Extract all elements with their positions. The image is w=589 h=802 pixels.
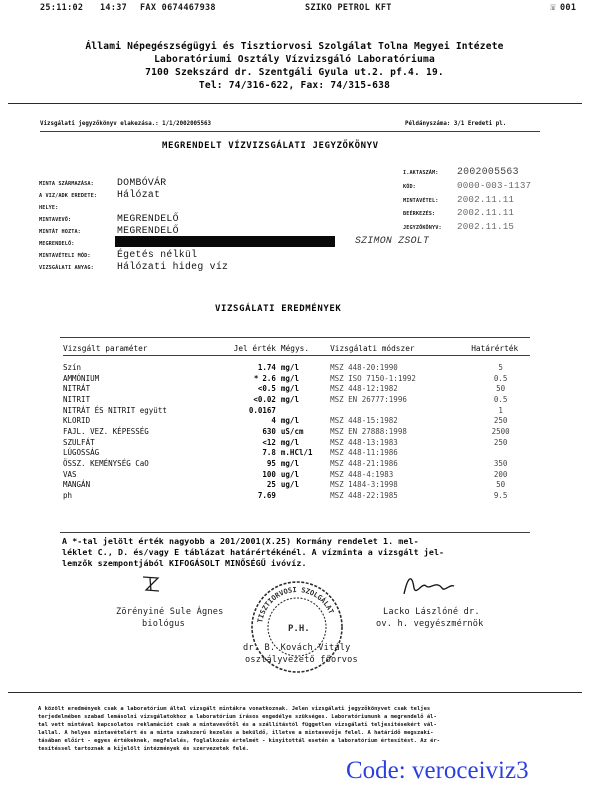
signer-mid-title: osztályvezető főorvos xyxy=(245,655,358,665)
cell-value-text: 4 xyxy=(271,416,276,426)
cell-method: MSZ 1484-3:1998 xyxy=(330,480,398,490)
meta-right: Példányszáma: 3/1 Eredeti pl. xyxy=(405,121,507,127)
right-value-arrival: 2002.11.11 xyxy=(457,207,515,218)
right-label-code: KÓD: xyxy=(403,184,416,190)
note-line-1: A *-tal jelölt érték nagyobb a 201/2001(X.25) Kormány rendelet 1. mel- xyxy=(62,536,419,546)
left-signature-scribble xyxy=(140,574,162,594)
cell-method: MSZ 448-4:1983 xyxy=(330,469,394,479)
right-value-file: 2002005563 xyxy=(457,166,519,177)
meta-left: Vizsgálati jegyzőkönyv elakezása.: 1/1/2002005563 xyxy=(40,121,212,127)
table-row xyxy=(63,490,530,501)
right-signature-scribble xyxy=(398,570,458,600)
customer-redaction xyxy=(115,236,335,247)
cell-limit xyxy=(471,448,530,459)
table-row xyxy=(63,458,530,469)
cell-value xyxy=(200,448,278,459)
table-row xyxy=(63,448,530,459)
meta-divider xyxy=(40,131,540,132)
results-title: VIZSGÁLATI EREDMÉNYEK xyxy=(215,304,342,314)
cell-unit: mg/l xyxy=(280,384,299,394)
table-row xyxy=(63,362,530,373)
right-value-code: 0000-003-1137 xyxy=(457,180,532,191)
field-value-delivered-by: MEGRENDELŐ xyxy=(117,225,179,236)
cell-value-text: 1.74 xyxy=(257,362,276,372)
table-row xyxy=(63,405,530,416)
cell-limit: 0.5 xyxy=(493,394,508,404)
cell-value-text: 100 xyxy=(262,469,276,479)
table-row xyxy=(63,373,530,384)
cell-value xyxy=(200,458,278,469)
fax-sender: SZIKO PETROL KFT xyxy=(305,3,392,13)
cell-limit: 9.5 xyxy=(493,491,508,501)
fax-date: 25:11:02 xyxy=(40,3,84,13)
right-label-sampling: MINTAVÉTEL: xyxy=(403,198,439,204)
cell-unit: mg/l xyxy=(280,416,299,426)
cell-unit: mg/l xyxy=(280,459,299,469)
right-label-arrival: BEÉRKEZÉS: xyxy=(403,211,436,217)
cell-method: MSZ 448-21:1986 xyxy=(330,459,398,469)
cell-method: MSZ EN 26777:1996 xyxy=(330,394,407,404)
table-row xyxy=(63,394,530,405)
cell-limit: 50 xyxy=(496,384,506,394)
institute-department: Laboratóriumi Osztály Vízvizsgáló Laboratóriuma xyxy=(154,54,435,65)
cell-method: MSZ 448-15:1982 xyxy=(330,416,398,426)
cell-value xyxy=(200,362,278,373)
footer-divider xyxy=(8,692,582,693)
field-label-source: A VIZ/ADK EREDETE: xyxy=(39,193,98,199)
col-header-method: Vizsgálati módszer xyxy=(330,343,415,353)
cell-value xyxy=(200,383,278,394)
cell-limit: 0.5 xyxy=(493,373,508,383)
cell-limit: 1 xyxy=(498,405,503,415)
field-value-sampler: MEGRENDELŐ xyxy=(117,213,179,224)
field-label-customer: MEGRENDELŐ: xyxy=(39,241,75,247)
col-header-unit: Mégys. xyxy=(280,343,310,353)
cell-limit: 350 xyxy=(493,459,508,469)
cell-unit: mg/l xyxy=(280,373,299,383)
table-top-rule xyxy=(60,337,530,338)
cell-value-text: <0.5 xyxy=(257,384,276,394)
table-row xyxy=(63,383,530,394)
table-bottom-rule xyxy=(60,532,530,533)
signer-left-name: Zörényiné Sule Ágnes xyxy=(116,607,224,617)
cell-method: MSZ 448-20:1990 xyxy=(330,362,398,372)
note-line-2: léklet C., D. és/vagy E táblázat határértékénél. A vízminta a vizsgált jel- xyxy=(62,547,445,557)
exceeded-flag: * xyxy=(253,373,259,383)
cell-unit: uS/cm xyxy=(280,426,304,436)
stamp-text: TISZTIORVOSI SZOLGÁLAT xyxy=(256,585,336,624)
cell-parameter: AMMÓNIUM xyxy=(63,373,100,383)
right-value-sampling: 2002.11.11 xyxy=(457,194,515,205)
cell-unit xyxy=(278,405,320,416)
cell-unit: mg/l xyxy=(280,394,299,404)
col-header-parameter: Vizsgált paraméter xyxy=(63,343,148,353)
fax-number: FAX 0674467938 xyxy=(140,3,216,13)
table-header-row xyxy=(63,341,530,356)
cell-method xyxy=(320,405,471,416)
cell-value xyxy=(200,394,278,405)
cell-parameter: Szín xyxy=(63,362,82,372)
document-title: MEGRENDELT VÍZVIZSGÁLATI JEGYZŐKÖNYV xyxy=(162,141,379,151)
field-label-sampler: MINTAVEVŐ: xyxy=(39,217,72,223)
phone-icon: ☏ xyxy=(550,2,557,13)
cell-method: MSZ EN 27888:1998 xyxy=(330,426,407,436)
cell-unit: ug/l xyxy=(280,480,299,490)
field-label-sampling-mode: MINTAVÉTELI MÓD: xyxy=(39,253,91,259)
table-row xyxy=(63,426,530,437)
signer-mid-name: dr. B. Kovách Vitály xyxy=(243,643,351,653)
cell-value xyxy=(200,405,278,416)
cell-value-text: 630 xyxy=(262,426,276,436)
header-divider xyxy=(8,103,582,104)
signer-right-title: ov. h. vegyészmérnök xyxy=(376,619,484,629)
cell-limit: 250 xyxy=(493,416,508,426)
right-label-file: I.AKTASZÁM: xyxy=(403,170,439,176)
results-table xyxy=(63,341,530,501)
cell-parameter: MANGÁN xyxy=(63,480,91,490)
cell-limit: 200 xyxy=(493,469,508,479)
cell-unit: m.HCl/1 xyxy=(280,448,313,458)
cell-parameter: KLORID xyxy=(63,416,91,426)
cell-value xyxy=(200,490,278,501)
cell-parameter: FAJL. VEZ. KÉPESSÉG xyxy=(63,426,149,436)
table-row xyxy=(63,469,530,480)
fax-time: 14:37 xyxy=(100,3,128,13)
col-header-limit: Határérték xyxy=(471,343,519,353)
cell-unit: mg/l xyxy=(280,362,299,372)
footer-line-2: terjedelmében szabad lemásolni vizsgálatokhoz a laboratórium írásos engedélye szükséges. Laboratóriumunk a megrendelő ál- xyxy=(38,714,437,720)
right-value-report: 2002.11.15 xyxy=(457,221,515,232)
cell-parameter: VAS xyxy=(63,469,77,479)
cell-limit: 250 xyxy=(493,437,508,447)
cell-unit: mg/l xyxy=(280,437,299,447)
code-watermark: Code: veroceiviz3 xyxy=(346,757,529,784)
cell-value-text: 2.6 xyxy=(262,373,276,383)
cell-value xyxy=(200,415,278,426)
cell-value-text: 7.69 xyxy=(257,491,276,501)
cell-method: MSZ 448-22:1985 xyxy=(330,491,398,501)
institute-phone: Tel: 74/316-622, Fax: 74/315-638 xyxy=(198,80,391,91)
cell-parameter: LÚGOSSÁG xyxy=(63,448,100,458)
signer-right-name: Lacko Lászlóné dr. xyxy=(383,607,480,617)
cell-parameter: ÖSSZ. KEMÉNYSÉG CaO xyxy=(63,459,149,469)
cell-value-text: 25 xyxy=(266,480,276,490)
table-row xyxy=(63,415,530,426)
cell-unit: ug/l xyxy=(280,469,299,479)
cell-limit: 50 xyxy=(496,480,506,490)
col-header-value: Jel érték xyxy=(233,343,276,353)
cell-value-text: 7.8 xyxy=(262,448,276,458)
field-value-source: Hálózat xyxy=(117,189,161,200)
table-row xyxy=(63,437,530,448)
cell-value xyxy=(200,426,278,437)
footer-line-5: tásában előírt - egyes értékeknek, megfelelés, foglalkozás értelmét - kinyitottál esetén a laboratórium értesítést. Az ér- xyxy=(38,738,441,744)
cell-value xyxy=(200,437,278,448)
cell-parameter: NITRÁT ÉS NITRIT együtt xyxy=(63,405,167,415)
cell-value xyxy=(200,469,278,480)
institute-address: 7100 Szekszárd dr. Szentgáli Gyula ut.2. pf.4. 19. xyxy=(145,67,444,78)
right-label-report: JEGYZŐKÖNYV: xyxy=(403,225,442,231)
field-label-place: HELYE: xyxy=(39,205,59,211)
signer-left-title: biológus xyxy=(142,619,185,629)
footer-line-1: A közölt eredmények csak a laboratórium által vizsgált mintákra vonatkoznak. Jelen vizsgálati jegyzőkönyvet csak teljes xyxy=(38,706,431,712)
institute-name: Állami Népegészségügyi és Tisztiorvosi Szolgálat Tolna Megyei Intézete xyxy=(85,41,504,52)
cell-method: MSZ 448-13:1983 xyxy=(330,437,398,447)
note-line-3: lemzők szempontjából KIFOGÁSOLT MINŐSÉGŰ ivóvíz. xyxy=(62,558,307,568)
field-label-delivered-by: MINTÁT HOZTA: xyxy=(39,229,81,235)
field-value-origin: DOMBÓVÁR xyxy=(117,177,167,188)
field-label-origin: MINTA SZÁRMAZÁSA: xyxy=(39,181,94,187)
footer-line-6: tesítéssel tartoznak a kijelölt intézmények és szervezetek felé. xyxy=(38,746,249,752)
field-value-material: Hálózati hideg víz xyxy=(117,261,229,272)
field-value-sampling-mode: Égetés nélkül xyxy=(117,249,198,260)
cell-value-text: 95 xyxy=(266,459,276,469)
cell-parameter: NITRIT xyxy=(63,394,91,404)
cell-value-text: 0.0167 xyxy=(248,405,276,415)
cell-method: MSZ 448-12:1982 xyxy=(330,384,398,394)
cell-limit: 5 xyxy=(498,362,503,372)
cell-parameter: NITRÁT xyxy=(63,384,91,394)
cell-parameter: ph xyxy=(63,491,73,501)
cell-value-text: <12 xyxy=(262,437,276,447)
cell-method: MSZ 448-11:1986 xyxy=(330,448,398,458)
cell-value xyxy=(200,480,278,491)
footer-line-3: tal vett mintával kapcsolatos reklamációt csak a mintavevőtől és a szállítástól független vizsgálati teljesítésekért vál- xyxy=(38,722,437,728)
fax-page: 001 xyxy=(560,3,577,13)
cell-value xyxy=(200,373,278,384)
cell-limit: 2500 xyxy=(491,426,510,436)
cell-value-text: <0.02 xyxy=(253,394,276,404)
field-label-material: VIZSGÁLATI ANYAG: xyxy=(39,265,94,271)
cell-unit xyxy=(278,490,320,501)
footer-line-4: lallal. A helyes mintavételért és a minta szakszerű kezelés a beküldő, illetve a mintavevője felel. A határidő megszakí- xyxy=(38,730,434,736)
cell-parameter: SZULFÁT xyxy=(63,437,95,447)
table-row xyxy=(63,480,530,491)
cell-method: MSZ ISO 7150-1:1992 xyxy=(330,373,416,383)
handwritten-customer-name: SZIMON ZSOLT xyxy=(355,235,430,246)
stamp-center: P.H. xyxy=(288,624,310,634)
